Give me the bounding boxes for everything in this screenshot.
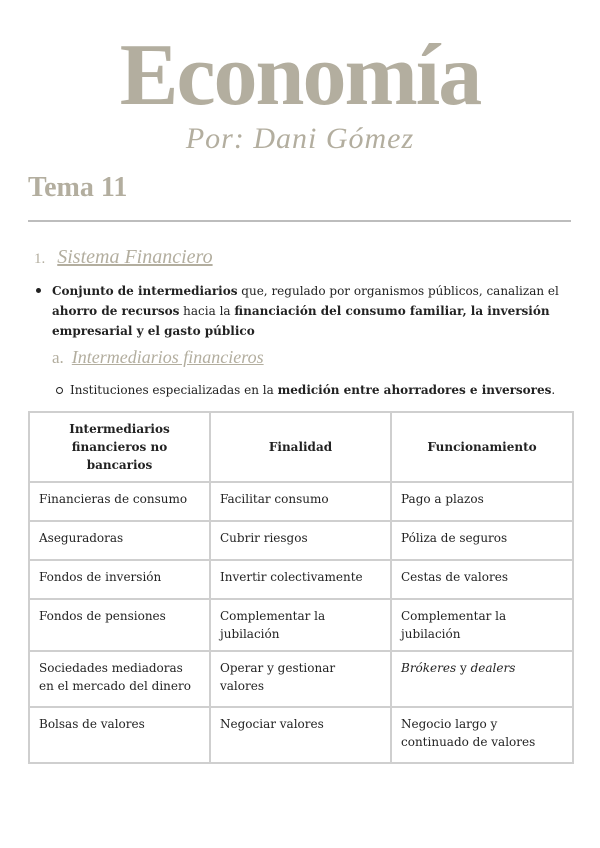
table-cell: Pago a plazos	[391, 482, 573, 521]
divider	[28, 220, 571, 222]
bullet-text: Conjunto de intermediarios que, regulado por organismos públicos, canalizan el ahorro de recursos hacia la financiación del consumo familiar, la inversión empresarial y el gasto público	[52, 284, 559, 338]
subdefinition-bullet	[56, 381, 555, 399]
definition-bullet	[36, 281, 566, 341]
table-cell: Cubrir riesgos	[210, 521, 391, 560]
intermediarios-link[interactable]: Intermediarios financieros	[71, 347, 264, 367]
item-sistema-financiero	[34, 246, 213, 269]
table-cell: Bolsas de valores	[29, 707, 210, 763]
table-cell: Complementar la jubilación	[391, 599, 573, 651]
list-number: 1.	[34, 251, 46, 267]
table-cell: Fondos de inversión	[29, 560, 210, 599]
table-cell: Fondos de pensiones	[29, 599, 210, 651]
subbullet-text: Instituciones especializadas en la medición entre ahorradores e inversores.	[70, 383, 556, 397]
header-cell: Funcionamiento	[391, 412, 573, 482]
table-header-row	[29, 412, 573, 482]
author-subtitle: Por: Dani Gómez	[185, 122, 415, 155]
table-cell: Negociar valores	[210, 707, 391, 763]
table-cell: Aseguradoras	[29, 521, 210, 560]
table-row	[29, 482, 573, 521]
item-intermediarios	[52, 347, 264, 368]
table-cell: Complementar la jubilación	[210, 599, 391, 651]
table-cell: Póliza de seguros	[391, 521, 573, 560]
table-row	[29, 707, 573, 763]
table-cell: Invertir colectivamente	[210, 560, 391, 599]
table-row	[29, 521, 573, 560]
sublist-letter: a.	[52, 348, 64, 367]
table-cell: Brókeres y dealers	[391, 651, 573, 707]
sistema-financiero-link[interactable]: Sistema Financiero	[57, 246, 213, 268]
table-row	[29, 599, 573, 651]
table-cell: Financieras de consumo	[29, 482, 210, 521]
table-row	[29, 560, 573, 599]
table-cell: Facilitar consumo	[210, 482, 391, 521]
table-cell: Operar y gestionar valores	[210, 651, 391, 707]
table-cell: Cestas de valores	[391, 560, 573, 599]
bullet-dot-icon	[36, 288, 41, 293]
bullet-circle-icon	[56, 387, 63, 394]
document-title: Economía	[119, 27, 481, 124]
table-cell: Negocio largo y continuado de valores	[391, 707, 573, 763]
section-heading: Tema 11	[28, 172, 128, 203]
intermediaries-table	[28, 411, 574, 764]
header-cell: Intermediarios financieros no bancarios	[29, 412, 210, 482]
table-row	[29, 651, 573, 707]
table-cell: Sociedades mediadoras en el mercado del dinero	[29, 651, 210, 707]
header-cell: Finalidad	[210, 412, 391, 482]
